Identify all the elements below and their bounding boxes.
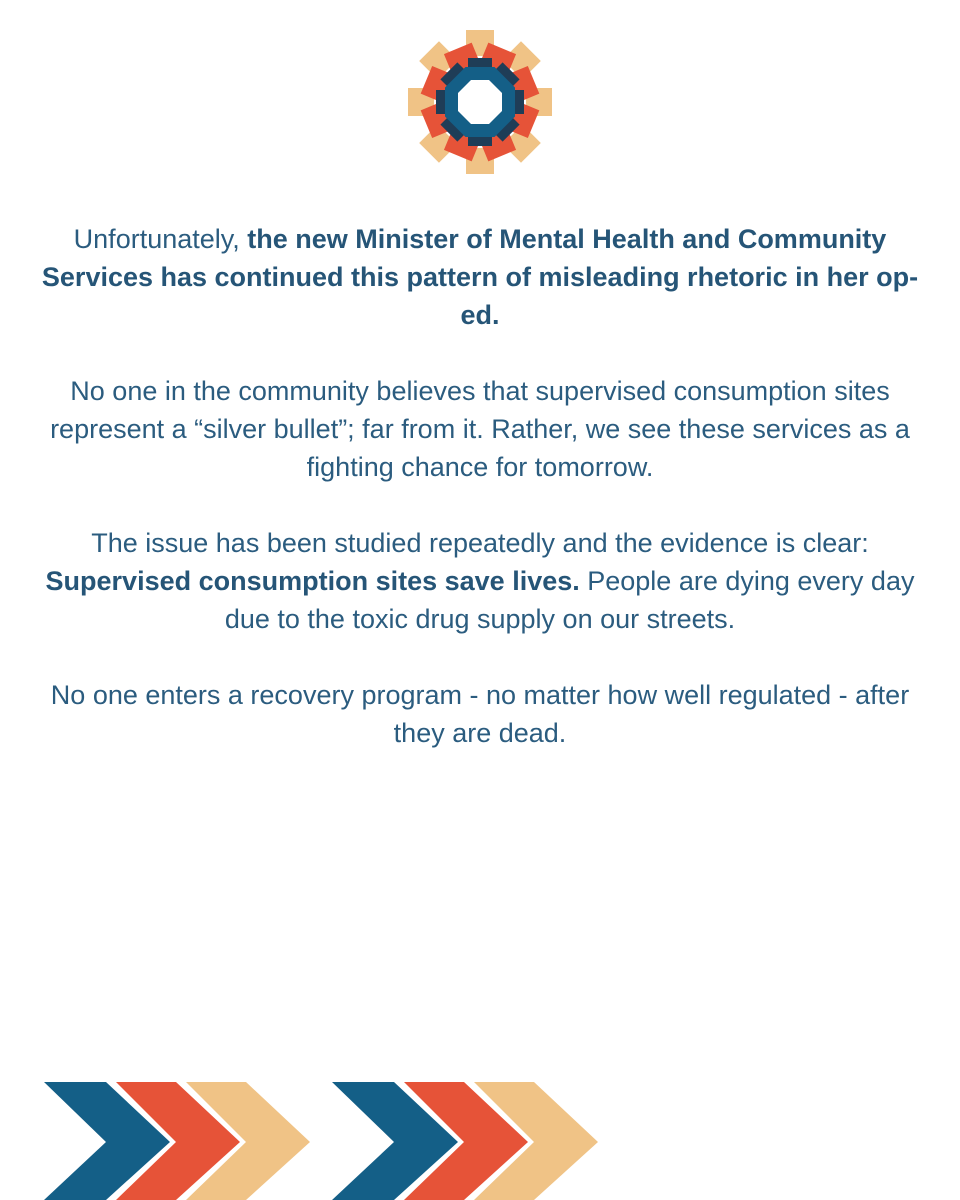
paragraph-3	[40, 524, 920, 638]
paragraph-4-lead: No one enters a recovery program - no matter how well regulated - after they are dead.	[50, 680, 910, 748]
chevron-decoration	[0, 1080, 640, 1200]
paragraph-2-lead: No one in the community believes that supervised consumption sites represent a “silver bullet”; far from it. Rather, we see these services as a fighting chance for tomorrow.	[50, 376, 910, 482]
flower-mandala-logo	[404, 26, 556, 178]
paragraph-3-lead: The issue has been studied repeatedly and the evidence is clear:	[91, 528, 869, 558]
chevron-group-right	[332, 1082, 598, 1200]
statement-text	[40, 220, 920, 790]
paragraph-1-lead: Unfortunately,	[73, 224, 248, 254]
paragraph-4	[40, 676, 920, 752]
paragraph-2	[40, 372, 920, 486]
chevron-group-left	[44, 1082, 310, 1200]
paragraph-3-emphasis: Supervised consumption sites save lives.	[45, 566, 580, 596]
logo-center	[458, 80, 502, 124]
paragraph-1	[40, 220, 920, 334]
paragraph-3-tail: People are dying every day due to the toxic drug supply on our streets.	[224, 566, 915, 634]
paragraph-1-emphasis: the new Minister of Mental Health and Community Services has continued this pattern of misleading rhetoric in her op-ed.	[41, 224, 919, 330]
